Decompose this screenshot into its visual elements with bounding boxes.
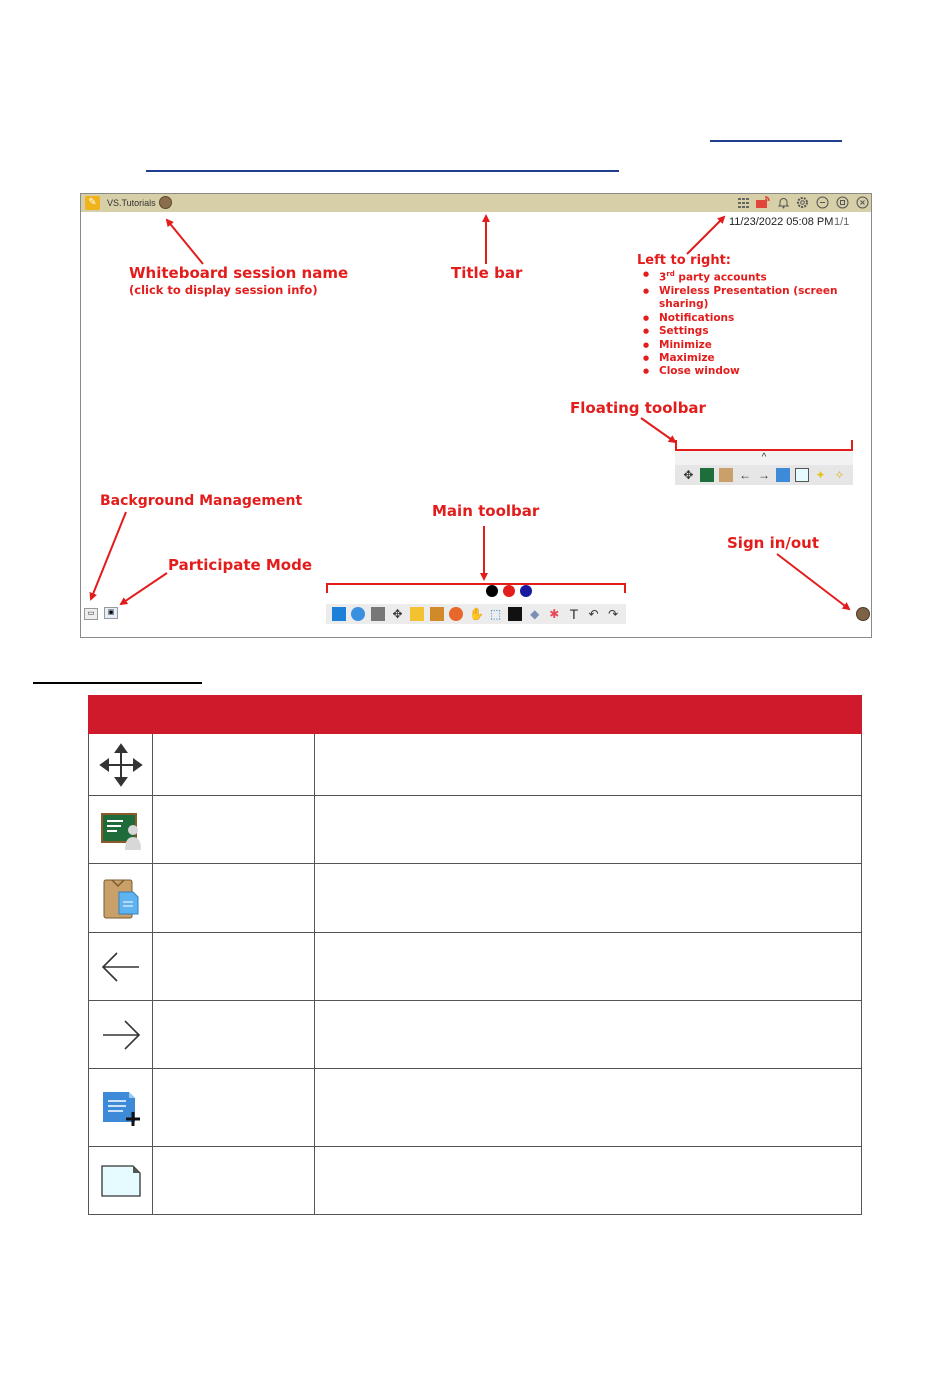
browser-icon[interactable] (449, 607, 463, 621)
presenter-board-icon (99, 810, 143, 850)
color-swatch[interactable] (486, 585, 498, 597)
table-cell-name (153, 1001, 315, 1069)
floating-toolbar (675, 451, 853, 488)
text-icon[interactable]: T (569, 606, 579, 622)
clipboard-document-icon (101, 876, 141, 920)
marker-icon[interactable] (508, 607, 522, 621)
annotation-title-bar: Title bar (451, 264, 523, 282)
table-cell-icon (89, 1001, 153, 1069)
add-page-icon[interactable] (776, 468, 790, 482)
arrow-left-icon[interactable]: ← (739, 468, 752, 482)
table-header-description (315, 696, 862, 734)
table-cell-description (315, 1147, 862, 1215)
table-cell-icon (89, 864, 153, 933)
table-cell-description (315, 734, 862, 796)
table-cell-icon (89, 796, 153, 864)
annotation-session-name: Whiteboard session name (129, 264, 349, 282)
screenshot-icon[interactable] (371, 607, 385, 621)
table-cell-name (153, 796, 315, 864)
color-swatch[interactable] (503, 585, 515, 597)
table-row (89, 1001, 862, 1069)
main-toolbar-bracket (326, 583, 626, 593)
arrow-right-icon[interactable]: → (757, 468, 770, 482)
link-underline-2[interactable] (146, 170, 619, 172)
annotation-participate-mode: Participate Mode (168, 556, 313, 574)
table-row (89, 1069, 862, 1147)
table-cell-description (315, 796, 862, 864)
windows-start-icon[interactable] (332, 607, 346, 621)
table-cell-description (315, 864, 862, 933)
annotation-titlebar-list (643, 268, 843, 379)
move-icon[interactable]: ✥ (392, 607, 403, 621)
undo-icon[interactable]: ↶ (588, 607, 599, 621)
shapes-icon[interactable]: ✱ (549, 607, 560, 621)
main-toolbar-colors (486, 585, 532, 597)
table-cell-icon (89, 734, 153, 796)
main-toolbar (326, 604, 626, 624)
layers-icon[interactable] (430, 607, 444, 621)
annotation-left-to-right: Left to right: (637, 253, 732, 268)
folder-icon[interactable] (410, 607, 424, 621)
move-arrows-icon[interactable]: ✥ (683, 468, 694, 482)
pen-logo-icon: ✎ (85, 196, 100, 210)
clipboard-document-icon[interactable] (719, 468, 733, 482)
annotation-floating-toolbar: Floating toolbar (570, 399, 706, 417)
blank-page-icon[interactable] (795, 468, 809, 482)
table-row (89, 933, 862, 1001)
color-swatch[interactable] (520, 585, 532, 597)
section-heading-underline (33, 682, 202, 684)
participants-icon[interactable] (351, 607, 365, 621)
annotation-list-item: ● Minimize (643, 339, 843, 352)
table-cell-description (315, 1069, 862, 1147)
annotation-main-toolbar: Main toolbar (432, 502, 540, 520)
blank-page-icon (99, 1163, 143, 1199)
table-cell-icon (89, 1147, 153, 1215)
floating-toolbar-bar (675, 465, 853, 485)
table-cell-name (153, 1069, 315, 1147)
table-header-icon (89, 696, 315, 734)
arrow-right-icon (99, 1017, 143, 1053)
table-row (89, 864, 862, 933)
table-cell-icon (89, 933, 153, 1001)
annotation-list-item: ● Close window (643, 365, 843, 378)
arrow-left-icon (99, 949, 143, 985)
annotation-sign-in-out: Sign in/out (727, 534, 820, 552)
page-indicator: 1/1 (834, 216, 850, 228)
lightbulb-on-icon[interactable]: ✦ (815, 468, 826, 482)
annotation-list-item: ● Maximize (643, 352, 843, 365)
table-cell-name (153, 933, 315, 1001)
presenter-board-icon[interactable] (700, 468, 714, 482)
whiteboard-screenshot (80, 193, 872, 638)
floating-toolbar-bracket (675, 440, 853, 451)
background-management-button[interactable]: ▭ (84, 608, 98, 620)
table-header-row (89, 696, 862, 734)
redo-icon[interactable]: ↷ (608, 607, 619, 621)
annotation-list-item: ● Wireless Presentation (screen sharing) (643, 285, 843, 312)
session-name[interactable]: VS.Tutorials (107, 198, 156, 208)
move-arrows-icon (99, 743, 143, 787)
sign-in-avatar[interactable] (856, 607, 870, 621)
table-cell-name (153, 734, 315, 796)
floating-toolbar-handle[interactable]: ^ (675, 451, 853, 465)
participate-mode-button[interactable]: ▣ (104, 607, 118, 619)
annotation-list-item: ● Settings (643, 325, 843, 338)
table-row (89, 1147, 862, 1215)
table-cell-description (315, 933, 862, 1001)
table-row (89, 734, 862, 796)
annotation-list-item: ● Notifications (643, 312, 843, 325)
lightbulb-icon[interactable]: ✧ (834, 468, 845, 482)
link-underline-1[interactable] (710, 140, 842, 142)
annotation-background-management: Background Management (100, 493, 303, 509)
eraser-icon[interactable]: ◆ (530, 607, 540, 621)
annotation-session-name-sub: (click to display session info) (129, 283, 318, 297)
table-cell-icon (89, 1069, 153, 1147)
annotation-list-item: ● 3rd party accounts (643, 268, 843, 285)
hand-icon[interactable]: ✋ (468, 607, 484, 621)
date-time: 11/23/2022 05:08 PM (729, 216, 834, 228)
table-cell-description (315, 1001, 862, 1069)
floating-toolbar-table (88, 695, 862, 1215)
table-row (89, 796, 862, 864)
table-cell-name (153, 1147, 315, 1215)
table-cell-name (153, 864, 315, 933)
add-page-icon (99, 1088, 143, 1128)
select-icon[interactable]: ⬚ (489, 607, 502, 621)
